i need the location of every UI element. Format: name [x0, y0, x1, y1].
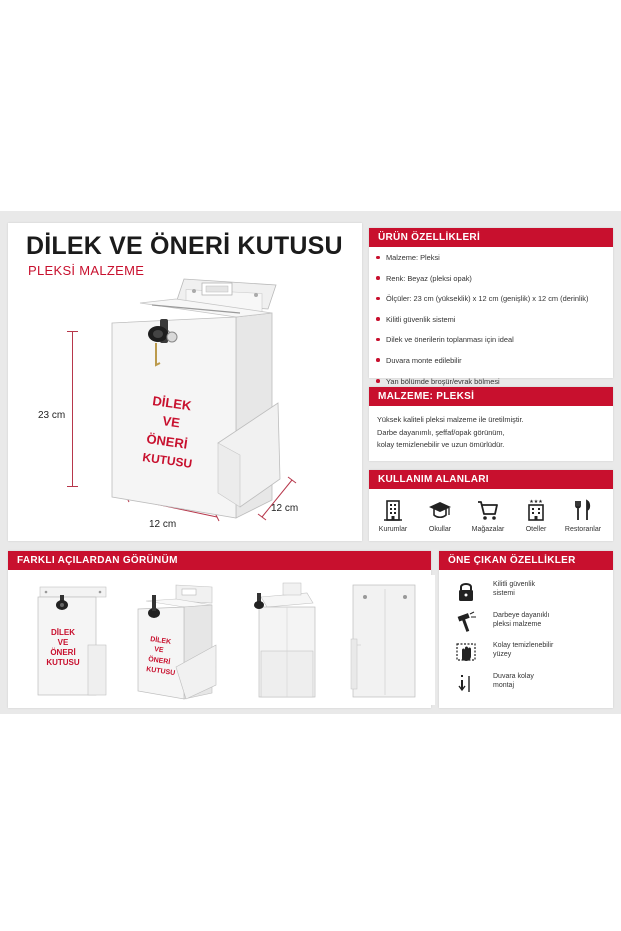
product-title: DİLEK VE ÖNERİ KUTUSU — [26, 232, 343, 260]
features-list-item: Renk: Beyaz (pleksi opak) — [376, 272, 612, 293]
highlight-text: Darbeye dayanıklı pleksi malzeme — [493, 612, 550, 628]
features-list-item: Malzeme: Pleksi — [376, 251, 612, 272]
height-dimension-line — [72, 331, 73, 487]
svg-text:★★★: ★★★ — [529, 499, 543, 505]
features-list-item: Yan bölümde broşür/evrak bölmesi — [376, 375, 612, 396]
width-dimension-label: 12 cm — [149, 519, 177, 530]
wall-mount-icon — [455, 672, 477, 694]
usage-item-kurumlar — [369, 498, 417, 533]
hammer-icon — [455, 611, 477, 633]
cleaning-hand-icon — [455, 641, 477, 663]
height-dimension-cap-bottom — [67, 486, 78, 487]
usage-label: Oteller — [525, 526, 547, 533]
material-line: kolay temizlenebilir ve uzun ömürlüdür. — [377, 440, 505, 449]
bullet-icon — [376, 379, 380, 383]
material-heading: MALZEME: PLEKSİ — [369, 387, 613, 406]
highlight-text: Duvara kolay montaj — [493, 673, 534, 689]
usage-item-magazalar — [464, 498, 512, 533]
bullet-icon — [376, 358, 380, 362]
product-subtitle: PLEKSİ MALZEME — [28, 263, 145, 278]
height-dimension-label: 23 cm — [38, 410, 66, 421]
depth-dimension-label: 12 cm — [271, 503, 299, 514]
usage-label: Okullar — [428, 526, 452, 533]
side-view-image — [231, 575, 331, 705]
perspective-view-image — [124, 575, 224, 705]
box-label-line-3: ÖNERİ — [145, 431, 189, 452]
box-label-line-1: DİLEK — [151, 393, 193, 414]
angle-thumbnail-perspective — [124, 575, 224, 705]
thumb-label-line-4: KUTUSU — [145, 666, 176, 678]
hotel-icon — [524, 498, 548, 522]
features-list — [376, 251, 612, 395]
material-line: Yüksek kaliteli pleksi malzeme ile üretilmiştir. — [377, 415, 524, 424]
bullet-icon — [376, 317, 380, 321]
usage-label: Restoranlar — [564, 526, 602, 533]
building-icon — [381, 498, 405, 522]
bullet-icon — [376, 338, 380, 342]
usage-heading: KULLANIM ALANLARI — [369, 470, 613, 489]
angle-thumbnail-front — [18, 575, 118, 705]
features-heading: ÜRÜN ÖZELLİKLERİ — [369, 228, 613, 247]
bullet-icon — [376, 276, 380, 280]
angles-heading: FARKLI AÇILARDAN GÖRÜNÜM — [8, 551, 431, 570]
bullet-icon — [376, 297, 380, 301]
highlight-text: Kilitli güvenlik sistemi — [493, 581, 536, 597]
highlights-heading: ÖNE ÇIKAN ÖZELLİKLER — [439, 551, 613, 570]
highlight-item-impact — [455, 611, 605, 641]
usage-item-oteller — [512, 498, 560, 533]
material-description — [377, 414, 613, 452]
angle-thumbnail-back — [335, 575, 435, 705]
highlight-item-clean — [455, 641, 605, 671]
usage-label: Kurumlar — [378, 526, 408, 533]
front-view-image — [18, 575, 118, 705]
product-main-image — [100, 275, 290, 530]
usage-item-okullar — [416, 498, 464, 533]
cutlery-icon — [571, 498, 595, 522]
thumb-label-line-1: DİLEK — [149, 636, 172, 646]
back-view-image — [335, 575, 435, 705]
thumb-label-line-3: ÖNERİ — [50, 648, 76, 657]
features-list-item: Kilitli güvenlik sistemi — [376, 313, 612, 334]
thumb-label-line-1: DİLEK — [51, 628, 75, 637]
features-list-item: Duvara monte edilebilir — [376, 354, 612, 375]
box-label-line-4: KUTUSU — [141, 450, 194, 471]
usage-label: Mağazalar — [471, 526, 505, 533]
highlight-text: Kolay temizlenebilir yüzey — [493, 642, 554, 658]
bullet-icon — [376, 256, 380, 260]
features-list-item: Ölçüler: 23 cm (yükseklik) x 12 cm (genişlik) x 12 cm (derinlik) — [376, 292, 612, 313]
thumb-label-line-2: VE — [153, 646, 164, 655]
material-line: Darbe dayanımlı, şeffaf/opak görünüm, — [377, 427, 505, 437]
thumb-label-line-2: VE — [57, 638, 69, 647]
usage-item-restoranlar — [559, 498, 607, 533]
features-list-item: Dilek ve önerilerin toplanması için ideal — [376, 333, 612, 354]
highlight-item-mount — [455, 672, 605, 702]
height-dimension-cap-top — [67, 331, 78, 332]
highlight-item-lock — [455, 580, 605, 610]
angle-thumbnail-side — [231, 575, 331, 705]
box-label-line-2: VE — [161, 413, 181, 431]
lock-icon — [455, 580, 477, 602]
cart-icon — [476, 498, 500, 522]
thumb-label-line-4: KUTUSU — [46, 658, 80, 667]
thumb-label-line-3: ÖNERİ — [147, 656, 171, 667]
school-icon — [428, 498, 452, 522]
